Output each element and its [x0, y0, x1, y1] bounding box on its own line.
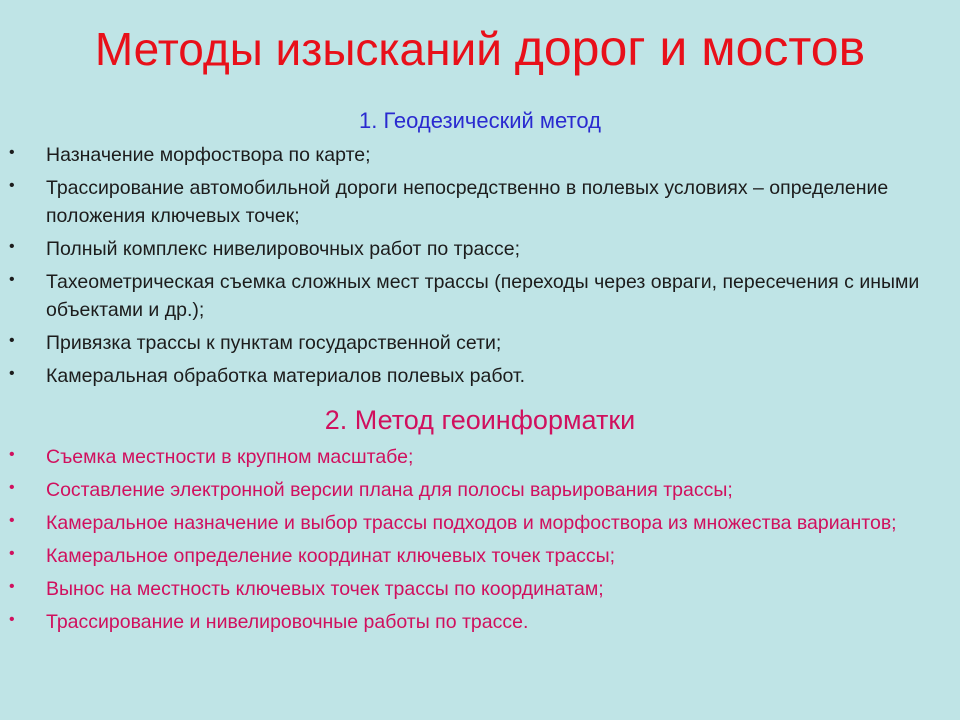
list-item	[0, 575, 960, 603]
list-item	[0, 443, 960, 471]
list-item	[0, 476, 960, 504]
bullet-icon: •	[9, 144, 15, 161]
bullet-icon: •	[9, 332, 15, 349]
list-item	[0, 268, 960, 324]
list-item	[0, 141, 960, 169]
list-item	[0, 542, 960, 570]
bullet-icon: •	[9, 271, 15, 288]
bullet-icon: •	[9, 611, 15, 628]
list-item-text: Вынос на местность ключевых точек трассы по координатам;	[46, 578, 604, 600]
bullet-icon: •	[9, 545, 15, 562]
list-item-text: Назначение морфоствора по карте;	[46, 144, 371, 166]
bullet-icon: •	[9, 479, 15, 496]
list-item	[0, 608, 960, 636]
section-2-heading: 2. Метод геоинформатки	[324, 405, 636, 435]
list-item-text: Составление электронной версии плана для полосы варьирования трассы;	[46, 479, 733, 501]
bullet-icon: •	[9, 177, 15, 194]
list-item	[0, 362, 960, 390]
section-1-list	[0, 141, 960, 395]
bullet-icon: •	[9, 365, 15, 382]
slide-title	[0, 18, 960, 79]
list-item	[0, 235, 960, 263]
bullet-icon: •	[9, 238, 15, 255]
list-item-text: Трассирование и нивелировочные работы по трассе.	[46, 611, 529, 633]
bullet-icon: •	[9, 446, 15, 463]
list-item-text: Полный комплекс нивелировочных работ по трассе;	[46, 238, 521, 260]
list-item	[0, 509, 960, 537]
list-item-text: Съемка местности в крупном масштабе;	[46, 446, 414, 468]
list-item	[0, 329, 960, 357]
list-item-text: Камеральная обработка материалов полевых работ.	[46, 365, 526, 387]
list-item-text: Камеральное назначение и выбор трассы подходов и морфоствора из множества вариантов;	[46, 512, 897, 534]
title-part-1: Методы изысканий	[94, 23, 515, 75]
list-item-text: Привязка трассы к пунктам государственной сети;	[46, 332, 502, 354]
bullet-icon: •	[9, 512, 15, 529]
bullet-icon: •	[9, 578, 15, 595]
list-item-text: Трассирование автомобильной дороги непосредственно в полевых условиях – определение положения ключевых точек;	[46, 177, 889, 227]
title-part-2: дорог и мостов	[514, 20, 866, 76]
section-2-list	[0, 443, 960, 641]
list-item-text: Камеральное определение координат ключевых точек трассы;	[46, 545, 616, 567]
section-1-heading: 1. Геодезический метод	[359, 108, 601, 133]
list-item-text: Тахеометрическая съемка сложных мест трассы (переходы через овраги, пересечения с иными объектами и др.);	[46, 271, 920, 321]
list-item	[0, 174, 960, 230]
